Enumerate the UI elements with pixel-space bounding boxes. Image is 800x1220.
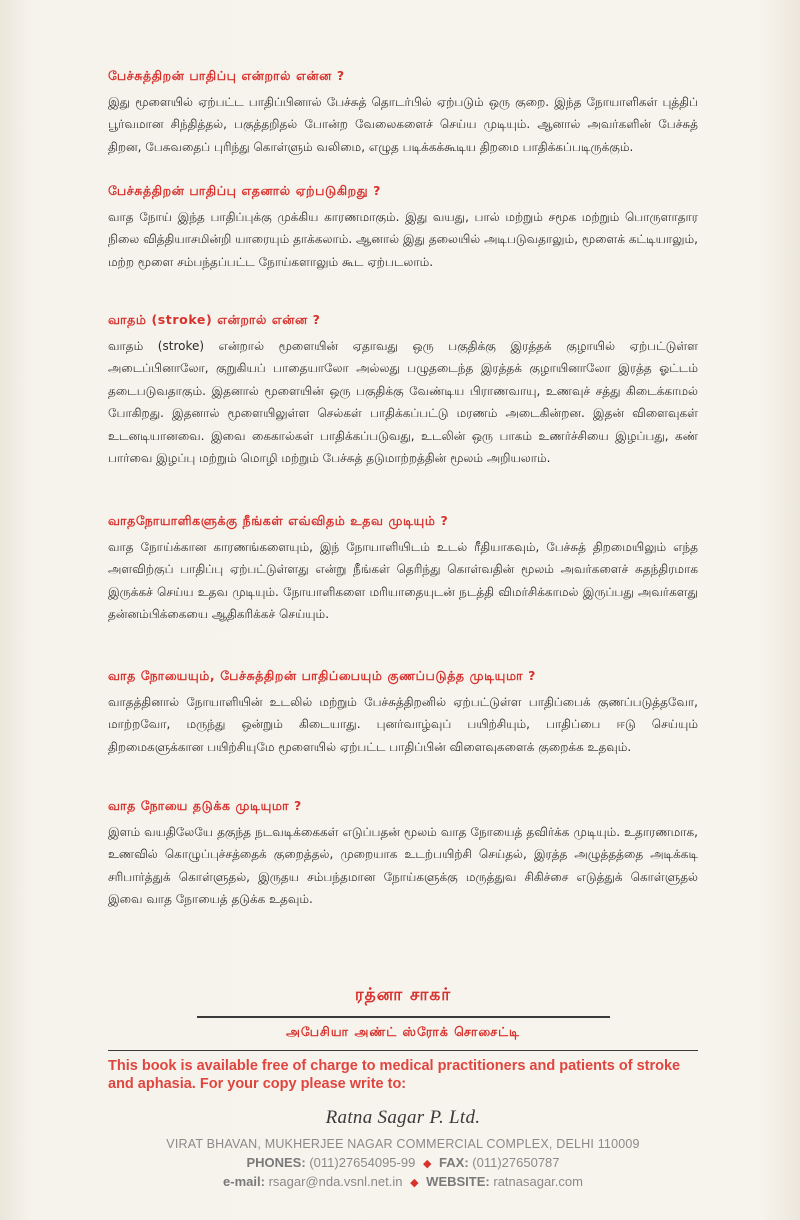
phone-fax-line — [108, 1155, 698, 1170]
faq-answer: வாத நோய்க்கான காரணங்களையும், இந் நோயாளியிடம் உடல் ரீதியாகவும், பேச்சுத் திறமையிலும் எந்த அளவிற்குப் பாதிப்பு ஏற்பட்டுள்ளது என்று நீங்கள் தெரிந்து கொள்வதின் மூலம் அவர்களைச் சுதந்திரமாக இருக்கச் செய்ய உதவ முடியும். நோயாளிகளை மரியாதையுடன் நடத்தி விமர்சிக்காமல் இருப்பது அவர்களது தன்னம்பிக்கையை ஆதிகரிக்கச் செய்யும். — [108, 540, 698, 622]
fax-value: (011)27650787 — [472, 1155, 560, 1170]
faq-answer: வாத நோய் இந்த பாதிப்புக்கு முக்கிய காரணமாகும். இது வயது, பால் மற்றும் சமூக மற்றும் பொருளாதார நிலை வித்தியாசமின்றி யாரையும் தாக்கலாம். ஆனால் இது தலையில் அடிபடுவதாலும், மூளைக் கட்டியாலும், மற்ற மூளை சம்பந்தப்பட்ட நோய்களாலும் கூட ஏற்படலாம். — [108, 210, 698, 269]
faq-section-5 — [108, 668, 698, 758]
faq-answer: வாதம் (stroke) என்றால் மூளையின் ஏதாவது ஒரு பகுதிக்கு இரத்தக் குழாயில் ஏற்பட்டுள்ள அடைப்பினாலோ, குறுகியப் பாதையாலோ அல்லது பழுதடைந்த இரத்தக் குழாயினாலோ இரத்த ஓட்டம் தடைபடுவதாகும். இதனால் மூளையின் ஒரு பகுதிக்கு வேண்டிய பிராணவாயு, உணவுச் சத்து கிடைக்காமல் போகிறது. இதனால் மூளையிலுள்ள செல்கள் பாதிக்கப்பட்டு மரணம் அடைகின்றன. இதன் விளைவுகள் உடனடியானவை. இவை கைகால்கள் பாதிக்கப்படுவது, உடலின் ஒரு பாகம் உணர்ச்சியை இழப்பது, கண் பார்வை இழப்பு மற்றும் மொழி மற்றும் பேச்சுத் தடுமாற்றத்தின் மூலம் அறியலாம். — [108, 339, 698, 466]
faq-question: வாத நோயையும், பேச்சுத்திறன் பாதிப்பையும் குணப்படுத்த முடியுமா ? — [108, 668, 536, 683]
faq-section-6 — [108, 798, 698, 911]
faq-question: வாத நோயை தடுக்க முடியுமா ? — [108, 798, 302, 813]
website-label: WEBSITE: — [426, 1174, 490, 1189]
diamond-icon: ◆ — [410, 1177, 419, 1189]
diamond-icon: ◆ — [422, 1158, 432, 1170]
society-name: அபேசியா அண்ட் ஸ்ரோக் சொசைட்டி — [285, 1023, 521, 1039]
email-value: rsagar@nda.vsnl.net.in — [268, 1174, 403, 1189]
divider — [108, 1050, 698, 1052]
phones-label: PHONES: — [246, 1155, 306, 1170]
faq-answer: இது மூளையில் ஏற்பட்ட பாதிப்பினால் பேச்சுத் தொடர்பில் ஏற்படும் ஒரு குறை. இந்த நோயாளிகள் புத்திப் பூர்வமான சிந்தித்தல், பகுத்தறிதல் போன்ற வேலைகளைச் செய்ய முடியும். ஆனால் அவர்களின் பேச்சுத் திறன, பேசுவதைப் புரிந்து கொள்ளும் வலிமை, எழுத படிக்கக்கூடிய திறமை பாதிக்கப்படிருக்கும். — [108, 95, 698, 154]
faq-question: வாதநோயாளிகளுக்கு நீங்கள் எவ்விதம் உதவ முடியும் ? — [108, 513, 449, 528]
faq-question: வாதம் (stroke) என்றால் என்ன ? — [108, 312, 321, 327]
website-value: ratnasagar.com — [493, 1174, 583, 1189]
publisher-address: VIRAT BHAVAN, MUKHERJEE NAGAR COMMERCIAL COMPLEX, DELHI 110009 — [166, 1137, 640, 1151]
faq-section-4 — [108, 513, 698, 626]
faq-section-3 — [108, 312, 698, 469]
email-website-line — [108, 1174, 698, 1189]
publisher-footer — [108, 985, 698, 1189]
availability-notice: This book is available free of charge to medical practitioners and patients of stroke and aphasia. For your copy please write to: — [108, 1058, 681, 1092]
faq-section-2 — [108, 183, 698, 273]
phones-value: (011)27654095-99 — [309, 1155, 416, 1170]
faq-section-1 — [108, 68, 698, 158]
fax-label: FAX: — [439, 1155, 469, 1170]
faq-answer: இளம் வயதிலேயே தகுந்த நடவடிக்கைகள் எடுப்பதன் மூலம் வாத நோயைத் தவிர்க்க முடியும். உதாரணமாக, உணவில் கொழுப்புச்சத்தைக் குறைத்தல், முறையாக உடற்பயிற்சி செய்தல், இரத்த அழுத்தத்தை அடிக்கடி சரிபார்த்துக் கொள்ளுதல், இருதய சம்பந்தமான நோய்களுக்கு மருத்துவ சிகிச்சை எடுத்துக் கொள்ளுதல் இவை வாத நோயைத் தடுக்க உதவும். — [108, 825, 698, 907]
faq-question: பேச்சுத்திறன் பாதிப்பு என்றால் என்ன ? — [108, 68, 345, 83]
email-label: e-mail: — [223, 1174, 265, 1189]
publisher-name: Ratna Sagar P. Ltd. — [325, 1107, 481, 1128]
brand-title: ரத்னா சாகர் — [354, 985, 452, 1005]
faq-answer: வாதத்தினால் நோயாளியின் உடலில் மற்றும் பேச்சுத்திறனில் ஏற்பட்டுள்ள பாதிப்பைக் குணப்படுத்தவோ, மாற்றவோ, மருந்து ஒன்றும் கிடையாது. புனர்வாழ்வுப் பயிற்சியும், பாதிப்பை ஈடு செய்யும் திறமைகளுக்கான பயிற்சியுமே மூளையில் ஏற்பட்ட பாதிப்பின் விளைவுகளைக் குறைக்க உதவும். — [108, 695, 698, 754]
faq-question: பேச்சுத்திறன் பாதிப்பு எதனால் ஏற்படுகிறது ? — [108, 183, 382, 198]
divider — [197, 1016, 610, 1018]
